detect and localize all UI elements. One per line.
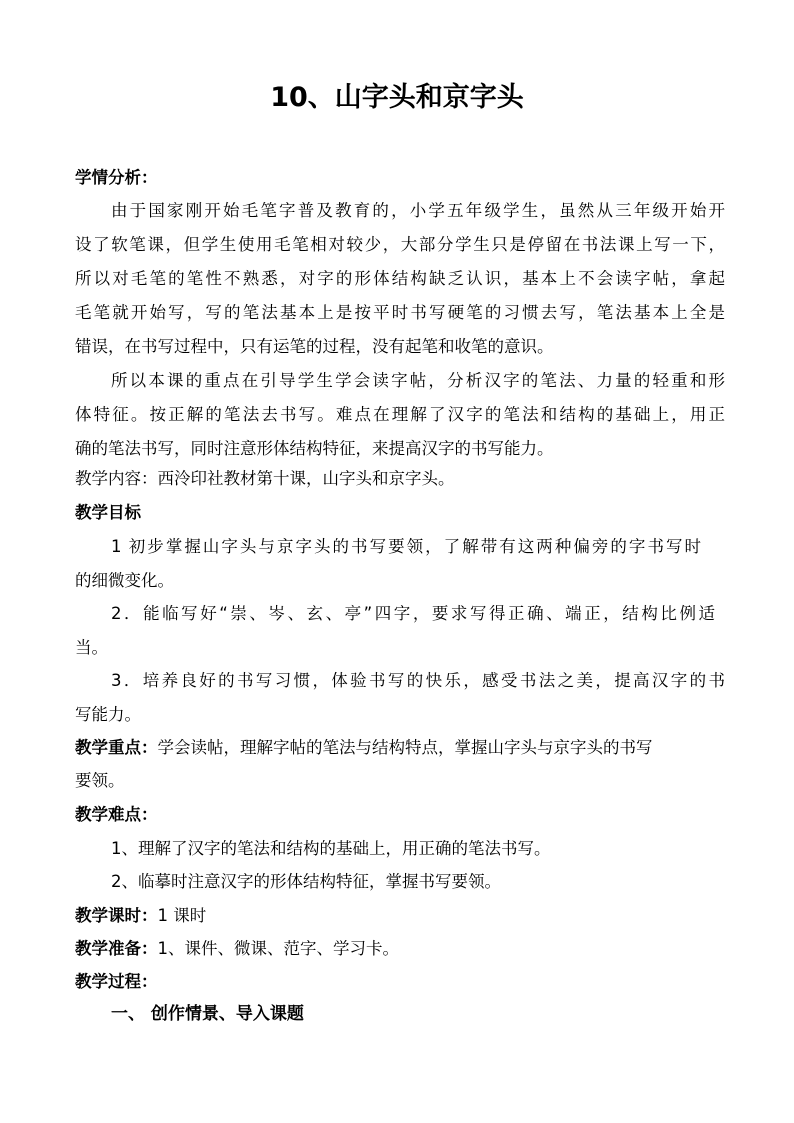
difficulty-item-1: 1、理解了汉字的笔法和结构的基础上，用正确的笔法书写。 [111, 839, 551, 858]
key-points-label: 教学重点： [75, 738, 158, 757]
prep-label: 教学准备： [75, 939, 158, 958]
analysis-p1-line4: 毛笔就开始写，写的笔法基本上是按平时书写硬笔的习惯去写，笔法基本上全是 [75, 303, 725, 322]
teaching-content: 教学内容：西泠印社教材第十课，山字头和京字头。 [75, 469, 455, 488]
goal-1-line1: 1 初步掌握山字头与京字头的书写要领，了解带有这两种偏旁的字书写时 [111, 537, 701, 556]
page-title: 10、山字头和京字头 [270, 82, 524, 113]
key-points-line2: 要领。 [75, 771, 125, 790]
analysis-p2-line2: 体特征。按正解的笔法去书写。难点在理解了汉字的笔法和结构的基础上，用正 [75, 405, 725, 424]
hours-line [75, 905, 725, 927]
process-step-1: 一、 创作情景、导入课题 [111, 1004, 304, 1024]
goal-2-line2: 当。 [75, 638, 108, 657]
goal-3-line2: 写能力。 [75, 705, 141, 724]
hours-label: 教学课时： [75, 906, 158, 925]
difficulty-item-2: 2、临摹时注意汉字的形体结构特征，掌握书写要领。 [111, 872, 501, 891]
goal-1-line2: 的细微变化。 [75, 571, 174, 590]
prep-line [75, 938, 725, 960]
goal-2-line1: 2．能临写好“崇、岑、玄、亭”四字，要求写得正确、端正，结构比例适 [111, 604, 715, 623]
prep-value: 1、课件、微课、范字、学习卡。 [157, 939, 399, 958]
analysis-p1-line3: 所以对毛笔的笔性不熟悉，对字的形体结构缺乏认识，基本上不会读字帖，拿起 [75, 269, 725, 288]
difficulties-heading: 教学难点： [75, 805, 158, 824]
analysis-p2-line1: 所以本课的重点在引导学生学会读字帖，分析汉字的笔法、力量的轻重和形 [111, 371, 725, 390]
process-heading: 教学过程： [75, 972, 158, 991]
analysis-p1-line2: 设了软笔课，但学生使用毛笔相对较少，大部分学生只是停留在书法课上写一下， [75, 235, 725, 254]
goals-heading: 教学目标 [75, 503, 141, 522]
key-points-text: 学会读帖，理解字帖的笔法与结构特点，掌握山字头与京字头的书写 [157, 738, 653, 757]
analysis-heading: 学情分析： [75, 168, 158, 187]
goal-3-line1: 3．培养良好的书写习惯，体验书写的快乐，感受书法之美，提高汉字的书 [111, 671, 725, 690]
analysis-p2-line3: 确的笔法书写，同时注意形体结构特征，来提高汉字的书写能力。 [75, 439, 554, 458]
analysis-p1-line1: 由于国家刚开始毛笔字普及教育的，小学五年级学生，虽然从三年级开始开 [111, 201, 725, 220]
analysis-p1-line5: 错误，在书写过程中，只有运笔的过程，没有起笔和收笔的意识。 [75, 337, 554, 356]
key-points-line1 [75, 737, 725, 759]
hours-value: 1 课时 [157, 906, 207, 925]
